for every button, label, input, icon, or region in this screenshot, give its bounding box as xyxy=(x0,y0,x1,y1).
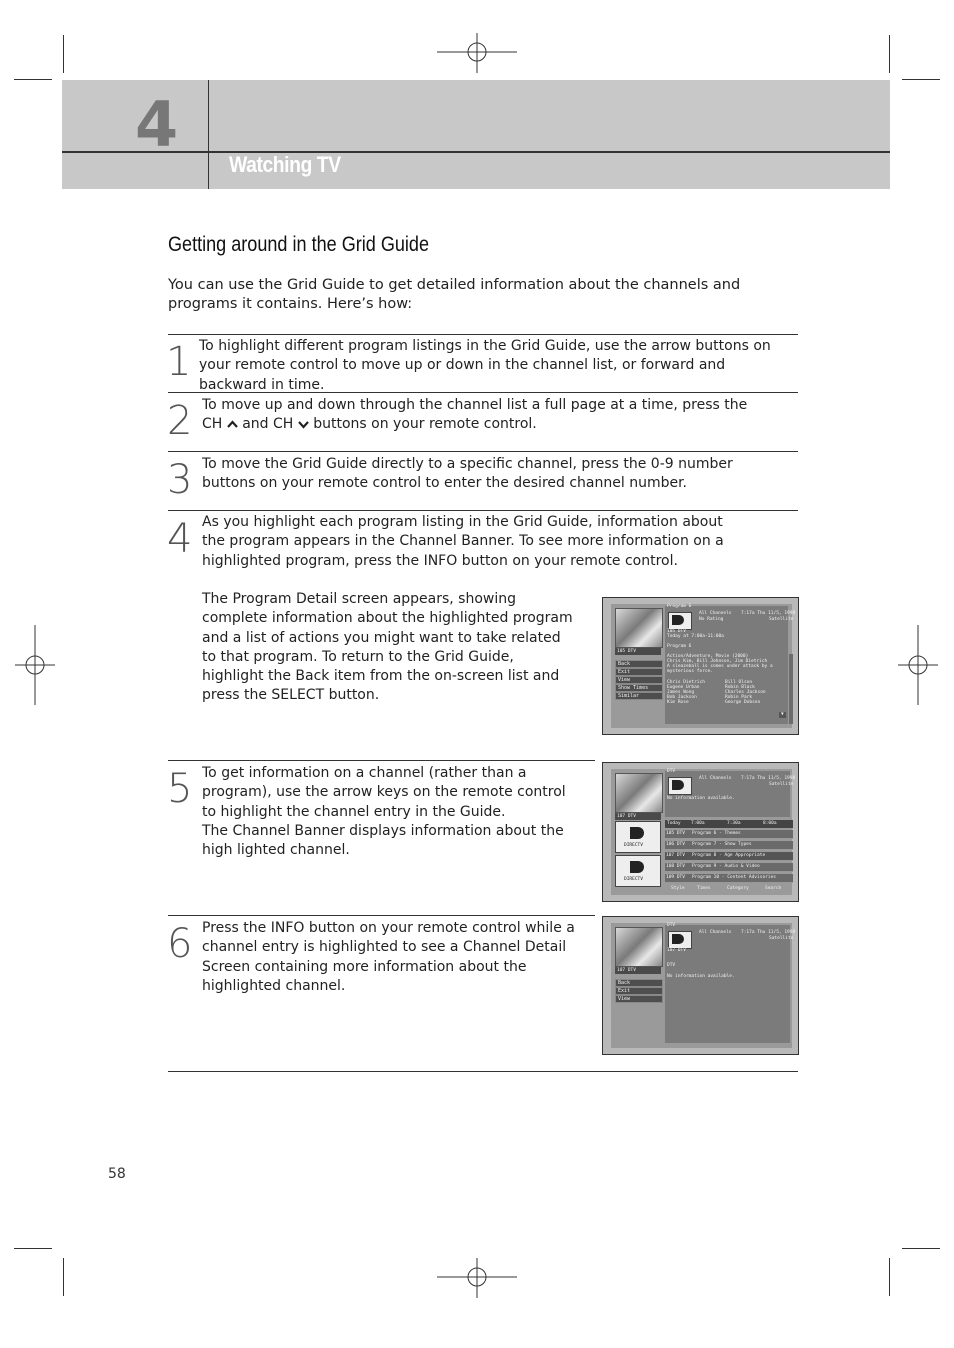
step-divider xyxy=(168,510,798,511)
airing-time: Today at 7:00a-11:00a xyxy=(667,634,724,639)
clock: 7:17a Thu 11/5, 1998 xyxy=(741,776,796,781)
step-text-line: To move up and down through the channel list a full page at a time, press the xyxy=(202,397,748,413)
directv-logo-mark xyxy=(672,780,684,790)
program-description: mysterious force. xyxy=(667,669,714,674)
channel-name: DTV xyxy=(667,963,676,968)
directv-channel-logo xyxy=(615,821,661,853)
crop-mark xyxy=(63,35,64,73)
channel-header: DTV xyxy=(667,769,676,774)
screen-background xyxy=(611,604,796,728)
step-divider xyxy=(168,451,798,452)
legend-style[interactable]: Style xyxy=(671,886,685,891)
step-text: To move the Grid Guide directly to a specific channel, press the 0-9 number buttons on your remote control to enter the desired channel number. xyxy=(202,456,733,492)
channel-filter: All Channels xyxy=(699,776,732,781)
cast-name: Charles Jackson xyxy=(725,690,766,695)
channel-header: DTV xyxy=(667,923,676,928)
more-indicator-icon[interactable]: ▼ xyxy=(781,712,784,717)
grid-program: Program 8 - Age Appropriate xyxy=(692,853,766,858)
program-name: Program 6 xyxy=(667,644,692,649)
satellite-label: Satellite xyxy=(769,782,794,787)
step-text-end: buttons on your remote control. xyxy=(313,416,537,433)
step-text-continued: The Program Detail screen appears, showing complete information about the highlighted program and a list of actions you might want to take related to that program. To return to the Grid Guide, highlight the Back item from the on-screen list and press the SELECT button. xyxy=(202,591,573,704)
step-text-line xyxy=(202,415,762,434)
page-number: 58 xyxy=(108,1166,126,1182)
program-genre: Action/Adventure, Movie (2000) xyxy=(667,654,749,659)
menu-back[interactable]: Back xyxy=(615,660,663,668)
grid-program: Program 10 - Content Advisories xyxy=(692,875,776,880)
step-number: 4 xyxy=(167,516,193,562)
satellite-label: Satellite xyxy=(769,936,794,941)
program-header: Program 6 xyxy=(667,604,692,609)
grid-channel: 109 DTV xyxy=(666,875,685,880)
channel-detail-screenshot xyxy=(602,916,799,1055)
channel-line: 105 DTV xyxy=(667,629,686,634)
thumbnail-caption: 105 DTV xyxy=(617,649,636,654)
registration-mark-bottom xyxy=(437,1258,517,1298)
chevron-up-icon xyxy=(227,420,238,429)
grid-col-time: 8:00a xyxy=(763,821,777,826)
directv-logo-mark xyxy=(630,827,644,839)
step-divider xyxy=(168,1071,798,1072)
grid-program: Program 7 - Show Types xyxy=(692,842,752,847)
directv-logo-mark xyxy=(630,861,644,873)
cast-name: George Dobson xyxy=(725,700,761,705)
crop-mark xyxy=(889,1258,890,1296)
channel-banner-screenshot xyxy=(602,762,799,902)
logo-text: DIRECTV xyxy=(624,843,643,848)
step-text: Press the INFO button on your remote control while a channel entry is highlighted to see a Channel Detail Screen containing more information about the highlighted channel. xyxy=(202,920,575,994)
video-thumbnail xyxy=(615,608,663,648)
ch-label: and CH xyxy=(242,416,294,433)
step-divider xyxy=(168,915,595,916)
cast-name: Chris Dietrich xyxy=(667,680,705,685)
step-text: To get information on a channel (rather than a program), use the arrow keys on the remote control to highlight the channel entry in the Guide. xyxy=(202,765,566,820)
video-thumbnail xyxy=(615,927,663,967)
section-title: Getting around in the Grid Guide xyxy=(168,233,430,256)
directv-logo xyxy=(668,612,692,630)
rating: No Rating xyxy=(699,617,724,622)
video-thumbnail xyxy=(615,773,663,813)
menu-back[interactable]: Back xyxy=(615,979,663,987)
registration-mark-left xyxy=(15,625,55,705)
chapter-header-band xyxy=(62,80,890,189)
ch-label: CH xyxy=(202,416,223,433)
directv-channel-logo xyxy=(615,855,661,887)
grid-col-day: Today xyxy=(667,821,681,826)
grid-channel: 108 DTV xyxy=(666,864,685,869)
channel-filter: All Channels xyxy=(699,611,732,616)
grid-channel: 105 DTV xyxy=(666,831,685,836)
section-intro: You can use the Grid Guide to get detailed information about the channels and programs it contains. Here’s how: xyxy=(168,277,741,312)
grid-channel: 107 DTV xyxy=(666,853,685,858)
legend-search[interactable]: Search xyxy=(765,886,782,891)
crop-mark xyxy=(902,79,940,80)
directv-logo xyxy=(668,777,692,795)
step-divider xyxy=(168,760,595,761)
header-vertical-divider xyxy=(208,80,209,189)
cast-name: James Wong xyxy=(667,690,695,695)
logo-text: DIRECTV xyxy=(624,877,643,882)
step-number: 2 xyxy=(167,398,193,444)
program-description: A sleazeball is comes under attack by a xyxy=(667,664,773,669)
step-number: 6 xyxy=(167,921,193,967)
grid-col-time: 7:30a xyxy=(727,821,741,826)
menu-view[interactable]: View xyxy=(615,995,663,1003)
crop-mark xyxy=(14,1248,52,1249)
grid-col-time: 7:00a xyxy=(691,821,705,826)
crop-mark xyxy=(889,35,890,73)
scrollbar[interactable] xyxy=(789,654,793,724)
menu-view[interactable]: View xyxy=(615,676,663,684)
crop-mark xyxy=(14,79,52,80)
channel-filter: All Channels xyxy=(699,930,732,935)
cast-name: Robin Black xyxy=(725,685,755,690)
program-detail-screenshot xyxy=(602,597,799,735)
grid-channel: 106 DTV xyxy=(666,842,685,847)
menu-exit[interactable]: Exit xyxy=(615,668,663,676)
grid-program: Program 6 - Themes xyxy=(692,831,741,836)
clock: 7:17a Thu 11/5, 1998 xyxy=(741,930,796,935)
crop-mark xyxy=(902,1248,940,1249)
step-text-continued: The Channel Banner displays information about the high lighted channel. xyxy=(202,823,564,859)
registration-mark-right xyxy=(898,625,938,705)
cast-name: Bob Jackson xyxy=(667,695,697,700)
screen-background xyxy=(611,769,796,895)
cast-name: Bill Olson xyxy=(725,680,753,685)
cast-name: Kim Rose xyxy=(667,700,689,705)
no-info-message: No information available. xyxy=(667,796,735,801)
step-number: 1 xyxy=(166,339,192,385)
menu-exit[interactable]: Exit xyxy=(615,987,663,995)
crop-mark xyxy=(63,1258,64,1296)
menu-similar[interactable]: Similar xyxy=(615,692,663,700)
legend-category[interactable]: Category xyxy=(727,886,749,891)
step-text xyxy=(202,396,762,435)
thumbnail-caption: 107 DTV xyxy=(617,814,636,819)
no-info-message: No information available. xyxy=(667,974,735,979)
registration-mark-top xyxy=(437,33,517,73)
channel-line: 107 DTV xyxy=(667,948,686,953)
step-number: 3 xyxy=(167,457,193,503)
satellite-label: Satellite xyxy=(769,617,794,622)
menu-show-times[interactable]: Show Times xyxy=(615,684,663,692)
thumbnail-caption: 107 DTV xyxy=(617,968,636,973)
chevron-down-icon xyxy=(298,420,309,429)
step-divider xyxy=(168,334,798,335)
directv-logo-mark xyxy=(672,615,684,625)
screen-background xyxy=(611,923,796,1048)
cast-name: Robin Park xyxy=(725,695,753,700)
step-text: To highlight different program listings in the Grid Guide, use the arrow buttons on your remote control to move up or down in the channel list, or forward and backward in time. xyxy=(199,338,771,393)
directv-logo-mark xyxy=(672,934,684,944)
chapter-number: 4 xyxy=(135,88,179,161)
header-divider xyxy=(62,151,890,153)
legend-times[interactable]: Times xyxy=(697,886,711,891)
step-text: As you highlight each program listing in the Grid Guide, information about the program appears in the Channel Banner. To see more information on a highlighted program, press the INFO button on your remote control. xyxy=(202,514,724,569)
cast-name: Eugene Urban xyxy=(667,685,700,690)
program-cast: Chris Kim, Bill Johnson, Jim Dietrich xyxy=(667,659,768,664)
grid-program: Program 9 - Audio & Video xyxy=(692,864,760,869)
step-number: 5 xyxy=(167,766,193,812)
directv-logo xyxy=(668,931,692,949)
chapter-title: Watching TV xyxy=(229,152,341,177)
clock: 7:17a Thu 11/5, 1998 xyxy=(741,611,796,616)
